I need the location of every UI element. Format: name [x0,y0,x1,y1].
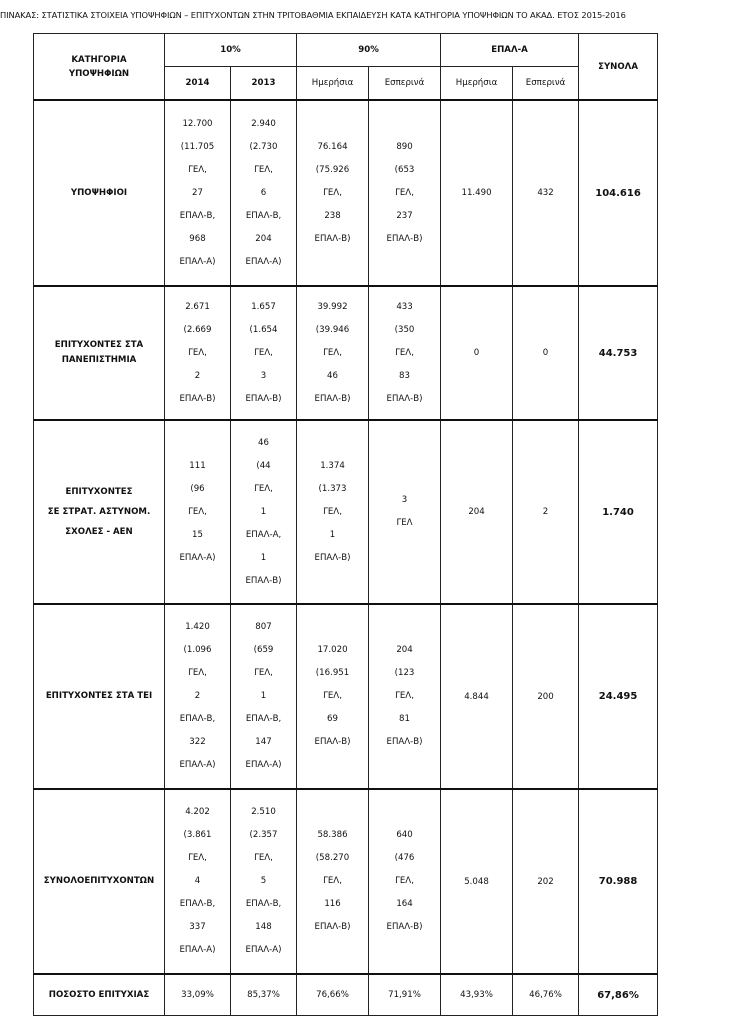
cell-line: 46 [327,370,338,381]
cell-line: ΣΕ ΣΤΡΑΤ. ΑΣΤΥΝΟΜ. [47,507,151,517]
cell-line: (1.373 [318,483,347,494]
cell-line: ΓΕΛ, [254,164,273,175]
cell-total: 44.753 [579,286,658,420]
cell-line: 1 [260,506,267,517]
header-2014: 2014 [165,67,231,101]
cell-line: ΓΕΛ, [254,853,273,863]
cell-line: (44 [256,460,271,471]
cell-line: ΓΕΛ, [188,668,207,678]
cell-2013 [231,100,297,286]
table-caption: ΠΙΝΑΚΑΣ: ΣΤΑΤΙΣΤΙΚΑ ΣΤΟΙΧΕΙΑ ΥΠΟΨΗΦΙΩΝ – ΕΠΙΤΥΧΟΝΤΩΝ ΣΤΗΝ ΤΡΙΤΟΒΑΘΜΙΑ ΕΚΠΑΙΔΕΥΣΗ ΚΑΤΑ ΚΑΤΗΓΟΡΙΑ ΥΠΟΨΗΦΙΩΝ ΤΟ ΑΚΑΔ. ΕΤΟΣ 2015-2016 [0,10,626,20]
header-90-evening: Εσπερινά [369,67,441,101]
cell-line: 1.374 [320,460,345,471]
cell-line: ΓΕΛ, [395,876,414,886]
cell-line: ΕΠΑΛ-Β) [314,922,351,932]
statistics-table [33,33,658,1016]
cell-epal-evening: 0 [513,286,579,420]
header-group-10: 10% [165,34,297,67]
cell-2013: 85,37% [231,974,297,1016]
header-2013: 2013 [231,67,297,101]
cell-line: ΓΕΛ, [188,164,207,175]
cell-line: (96 [190,483,205,494]
header-row-groups [34,34,658,67]
cell-line: 27 [192,187,203,198]
cell-line: ΕΠΑΛ-Α, [245,529,282,540]
cell-line: 2 [194,370,201,381]
cell-line: ΕΠΑΛ-Β, [245,899,282,909]
cell-line: ΕΠΙΤΥΧΟΝΤΕΣ [65,487,133,497]
cell-line: ΕΠΑΛ-Β) [386,393,423,404]
cell-line: (350 [394,324,415,335]
cell-line: 81 [399,714,410,724]
row-label: ΠΟΣΟΣΤΟ ΕΠΙΤΥΧΙΑΣ [34,974,165,1016]
cell-90-evening [369,100,441,286]
cell-90-day [297,789,369,974]
cell-line: (1.096 [183,645,212,655]
cell-2014 [165,789,231,974]
cell-line: 116 [324,899,341,909]
cell-line: ΕΠΑΛ-Β, [245,714,282,724]
cell-line: ΓΕΛ, [395,691,414,701]
cell-line: ΕΠΑΛ-Β, [179,899,216,909]
cell-line: ΕΠΑΛ-Β) [386,922,423,932]
cell-90-day [297,420,369,604]
cell-line: ΓΕΛ, [395,347,414,358]
cell-line: 5 [260,876,267,886]
header-category: ΚΑΤΗΓΟΡΙΑ ΥΠΟΨΗΦΙΩΝ [34,34,165,101]
cell-line: ΠΑΝΕΠΙΣΤΗΜΙΑ [61,355,137,365]
cell-line: 1.420 [185,622,210,632]
row-label [34,100,165,286]
cell-epal-day: 43,93% [441,974,513,1016]
cell-line: 2.510 [251,807,276,817]
cell-line: 39.992 [317,301,348,312]
cell-line: ΕΠΑΛ-Β) [314,737,351,747]
cell-line: 322 [189,737,206,747]
cell-90-evening: 71,91% [369,974,441,1016]
cell-line: 1 [260,691,267,701]
cell-line: 337 [189,922,206,932]
cell-line: (476 [394,853,415,863]
cell-line: 968 [189,233,206,244]
cell-line: 164 [396,899,413,909]
cell-line: ΕΠΙΤΥΧΟΝΤΕΣ ΣΤΑ [54,340,144,350]
cell-2014 [165,604,231,789]
cell-total: 24.495 [579,604,658,789]
cell-line: ΕΠΑΛ-Β) [179,393,216,404]
cell-line: ΓΕΛ, [395,187,414,198]
cell-line: 4 [194,876,201,886]
cell-line: 1 [260,552,267,563]
cell-line: ΕΠΑΛ-Α) [245,945,282,955]
cell-line: ΓΕΛ, [254,668,273,678]
header-group-90: 90% [297,34,441,67]
cell-line: (58.270 [315,853,350,863]
cell-line: ΕΠΑΛ-Α) [179,760,216,770]
cell-line: ΕΠΑΛ-Β) [245,575,282,586]
cell-line: (75.926 [315,164,350,175]
cell-epal-evening: 200 [513,604,579,789]
header-group-epal: ΕΠΑΛ-Α [441,34,579,67]
cell-90-day: 76,66% [297,974,369,1016]
cell-line: 148 [255,922,272,932]
cell-2013 [231,286,297,420]
cell-line: 640 [396,830,413,840]
cell-line: (39.946 [315,324,350,335]
cell-line: (16.951 [315,668,350,678]
cell-2014 [165,286,231,420]
cell-line: ΓΕΛ, [323,876,342,886]
cell-line: (2.357 [249,830,278,840]
cell-epal-evening: 46,76% [513,974,579,1016]
cell-line: (1.654 [249,324,278,335]
cell-line: ΓΕΛ, [188,853,207,863]
cell-line: 238 [324,210,341,221]
cell-epal-day: 11.490 [441,100,513,286]
cell-total: 67,86% [579,974,658,1016]
cell-line: ΓΕΛ, [323,506,342,517]
cell-line: ΕΠΑΛ-Β, [245,210,282,221]
cell-line: ΕΠΑΛ-Α) [179,256,216,267]
success-rate-row [34,974,658,1016]
cell-epal-evening: 432 [513,100,579,286]
cell-total: 1.740 [579,420,658,604]
cell-line: (659 [253,645,274,655]
cell-2013 [231,789,297,974]
header-epal-evening: Εσπερινά [513,67,579,101]
cell-line: ΓΕΛ, [323,691,342,701]
cell-line: ΣΧΟΛΕΣ - ΑΕΝ [65,527,133,537]
cell-epal-evening: 202 [513,789,579,974]
cell-line: ΕΠΑΛ-Α) [179,552,216,563]
cell-90-evening [369,420,441,604]
cell-line: ΕΠΑΛ-Α) [245,256,282,267]
cell-line: 237 [396,210,413,221]
cell-line: 204 [396,645,413,655]
cell-line: ΓΕΛ, [323,347,342,358]
cell-line: 807 [255,622,272,632]
cell-2013 [231,604,297,789]
cell-line: (2.730 [249,141,278,152]
cell-line: 111 [189,460,206,471]
cell-line: 6 [260,187,267,198]
table-row [34,100,658,286]
cell-line: ΣΥΝΟΛΟΕΠΙΤΥΧΟΝΤΩΝ [43,876,155,886]
cell-epal-day: 0 [441,286,513,420]
cell-line: 12.700 [182,118,213,129]
cell-line: ΕΠΑΛ-Β, [179,714,216,724]
cell-line: ΕΠΑΛ-Β) [386,233,423,244]
cell-line: (2.669 [183,324,212,335]
table-row [34,604,658,789]
cell-line: ΕΠΑΛ-Β) [245,393,282,404]
cell-90-day [297,286,369,420]
cell-line: 433 [396,301,413,312]
cell-line: (123 [394,668,415,678]
cell-90-evening [369,789,441,974]
cell-line: ΕΠΑΛ-Β) [314,233,351,244]
cell-line: 147 [255,737,272,747]
cell-line: ΕΠΑΛ-Β) [314,393,351,404]
cell-line: 3 [401,495,408,505]
cell-line: 17.020 [317,645,348,655]
table-row [34,789,658,974]
cell-total: 70.988 [579,789,658,974]
cell-2013 [231,420,297,604]
cell-2014: 33,09% [165,974,231,1016]
cell-line: 3 [260,370,267,381]
cell-line: 76.164 [317,141,348,152]
cell-90-evening [369,286,441,420]
header-90-day: Ημερήσια [297,67,369,101]
cell-line: 204 [255,233,272,244]
cell-line: 1.657 [251,301,276,312]
cell-line: ΕΠΑΛ-Α) [179,945,216,955]
cell-line: ΓΕΛ [396,518,413,528]
cell-line: ΓΕΛ, [254,347,273,358]
cell-line: 58.386 [317,830,348,840]
cell-line: ΕΠΑΛ-Β) [314,552,351,563]
cell-epal-day: 4.844 [441,604,513,789]
cell-line: ΓΕΛ, [323,187,342,198]
cell-line: ΕΠΙΤΥΧΟΝΤΕΣ ΣΤΑ ΤΕΙ [45,691,153,701]
row-label [34,286,165,420]
header-total: ΣΥΝΟΛΑ [579,34,658,101]
row-label [34,789,165,974]
cell-line: 46 [258,437,269,448]
table-row [34,286,658,420]
header-epal-day: Ημερήσια [441,67,513,101]
cell-line: (11.705 [180,141,215,152]
cell-90-evening [369,604,441,789]
cell-epal-evening: 2 [513,420,579,604]
cell-line: ΓΕΛ, [188,347,207,358]
cell-line: 2.940 [251,118,276,129]
cell-line: ΓΕΛ, [254,483,273,494]
row-label [34,420,165,604]
cell-90-day [297,604,369,789]
cell-line: 2.671 [185,301,210,312]
cell-total: 104.616 [579,100,658,286]
cell-90-day [297,100,369,286]
cell-2014 [165,100,231,286]
cell-line: ΕΠΑΛ-Β, [179,210,216,221]
cell-line: (3.861 [183,830,212,840]
table-row [34,420,658,604]
cell-line: 15 [192,529,203,540]
cell-2014 [165,420,231,604]
cell-line: 83 [399,370,410,381]
cell-line: 69 [327,714,338,724]
cell-line: 4.202 [185,807,210,817]
row-label [34,604,165,789]
cell-epal-day: 204 [441,420,513,604]
cell-line: 890 [396,141,413,152]
cell-epal-day: 5.048 [441,789,513,974]
cell-line: 1 [329,529,336,540]
cell-line: (653 [394,164,415,175]
cell-line: ΕΠΑΛ-Β) [386,737,423,747]
cell-line: ΕΠΑΛ-Α) [245,760,282,770]
cell-line: ΓΕΛ, [188,506,207,517]
cell-line: 2 [194,691,201,701]
cell-line: ΥΠΟΨΗΦΙΟΙ [70,187,128,198]
